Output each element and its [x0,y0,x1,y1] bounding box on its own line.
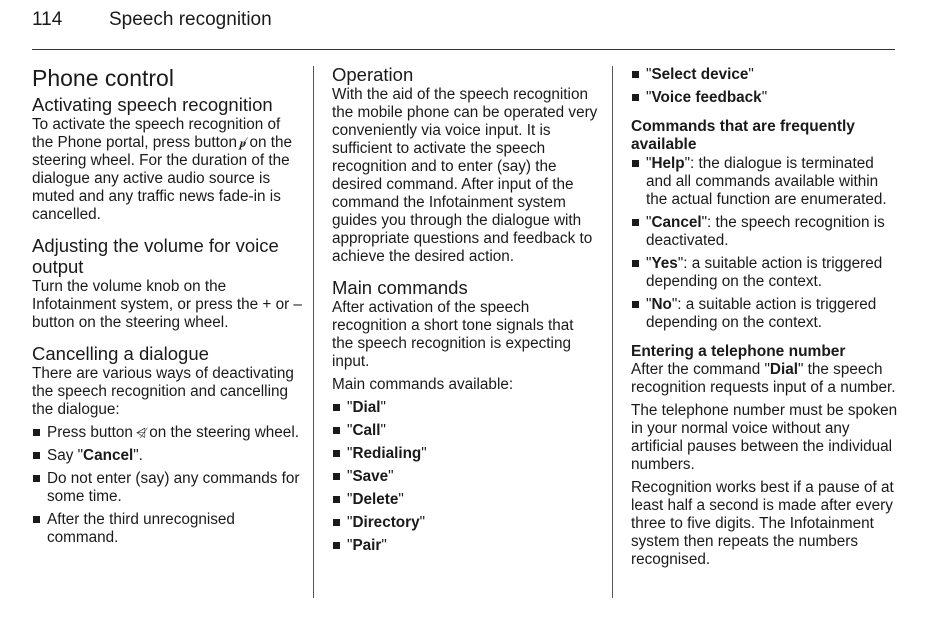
list-item: "Dial" [332,399,598,417]
bullet-square [632,219,639,226]
command-label: Delete [352,491,399,508]
column-divider-1 [313,66,314,598]
frequent-commands-list [631,155,899,332]
list-item-text-b: ". [133,447,143,464]
bullet-square [333,427,340,434]
bullet-square [632,301,639,308]
bullet-square [33,516,40,523]
bullet-square [333,496,340,503]
heading-frequent-commands: Commands that are frequently available [631,118,855,153]
list-item: "Save" [332,468,598,486]
list-item-text: After the third unrecognised command. [47,511,235,546]
main-commands-list [332,399,598,555]
command-yes: Yes [651,255,678,272]
paragraph-activating [32,116,302,224]
list-item: "Redialing" [332,445,598,463]
command-label: Dial [352,399,381,416]
voice-cancel-icon: ⩤̸ [135,425,147,440]
paragraph-dial [631,361,899,397]
bullet-square [333,519,340,526]
bullet-square [333,473,340,480]
list-item: "Help": the dialogue is terminated and all commands available within the actual function are enumerated. [631,155,899,209]
command-dial: Dial [769,361,798,378]
paragraph-activating-part-b: on the steering wheel. For the duration of the dialogue any active audio source is muted and any traffic news fade-in is cancelled. [32,134,292,223]
paragraph-operation: With the aid of the speech recognition the mobile phone can be operated very conveniently via voice input. It is sufficient to activate the speech recognition and to enter (say) the desired command. After input of the command the Infotainment system guides you through the dialogue with appropriate questions and feedback to achieve the desired action. [332,86,598,265]
paragraph-pause: Recognition works best if a pause of at least half a second is made after every three to five digits. The Infotainment system then repeats the numbers recognised. [631,479,894,568]
paragraph-activating-part-a: To activate the speech recognition of the Phone portal, press button [32,116,281,151]
bullet-square [33,429,40,436]
command-label: Select device [651,66,749,83]
list-item-text-a: Say " [47,447,84,464]
command-description: : a suitable action is triggered depending on the context. [646,255,883,290]
header-divider [32,49,895,50]
heading-telephone-number: Entering a telephone number [631,343,846,360]
heading-volume: Adjusting the volume for voice output [32,235,279,277]
paragraph-dial-part-a: After the command " [631,361,770,378]
running-title: Speech recognition [109,9,272,30]
command-no: No [651,296,672,313]
command-label: Voice feedback [651,89,762,106]
column-2 [332,64,598,560]
list-item: "Pair" [332,537,598,555]
paragraph-normal-voice: The telephone number must be spoken in your normal voice without any artificial pauses between the individual numbers. [631,402,898,473]
list-item: "Directory" [332,514,598,532]
command-cancel: Cancel [83,447,134,464]
command-description: : the speech recognition is deactivated. [646,214,885,249]
more-commands-list [631,66,899,107]
command-label: Pair [352,537,382,554]
list-item [32,470,302,506]
bullet-square [333,542,340,549]
list-item: "No": a suitable action is triggered depending on the context. [631,296,899,332]
cancel-methods-list [32,424,302,547]
list-item-text: Do not enter (say) any commands for some time. [47,470,300,505]
heading-main-commands: Main commands [332,277,468,298]
command-label: Redialing [352,445,422,462]
command-label: Call [352,422,381,439]
list-item: "Cancel": the speech recognition is deactivated. [631,214,899,250]
voice-activate-icon: 𝆏̸ [239,135,247,150]
section-title: Phone control [32,65,174,91]
list-item-text-a: Press button [47,424,133,441]
list-item [32,447,302,465]
list-item: "Call" [332,422,598,440]
page-number: 114 [32,9,63,30]
command-help: Help [651,155,685,172]
list-item: "Yes": a suitable action is triggered depending on the context. [631,255,899,291]
list-item [32,511,302,547]
bullet-square [33,475,40,482]
column-1 [32,64,302,552]
command-label: Directory [352,514,420,531]
list-item-text-b: on the steering wheel. [149,424,299,441]
heading-activating: Activating speech recognition [32,94,273,115]
command-label: Save [352,468,389,485]
heading-cancelling: Cancelling a dialogue [32,343,209,364]
bullet-square [632,94,639,101]
command-description: : a suitable action is triggered depending on the context. [646,296,877,331]
column-3 [631,64,899,569]
list-item [32,424,302,442]
command-description: : the dialogue is terminated and all commands available within the actual function are enumerated. [646,155,887,208]
bullet-square [632,71,639,78]
paragraph-volume: Turn the volume knob on the Infotainment system, or press the + or – button on the steering wheel. [32,278,302,331]
bullet-square [333,450,340,457]
list-item: "Select device" [631,66,899,84]
bullet-square [632,260,639,267]
paragraph-available: Main commands available: [332,376,514,393]
heading-operation: Operation [332,64,414,85]
paragraph-cancelling: There are various ways of deactivating the speech recognition and cancelling the dialogue: [32,365,294,418]
paragraph-main-commands: After activation of the speech recognition a short tone signals that the speech recognition is expecting input. [332,299,574,370]
bullet-square [333,404,340,411]
paragraph-dial-part-b: " the speech recognition requests input of a number. [631,361,896,396]
command-cancel: Cancel [651,214,702,231]
bullet-square [33,452,40,459]
list-item: "Voice feedback" [631,89,899,107]
column-divider-2 [612,66,613,598]
list-item: "Delete" [332,491,598,509]
bullet-square [632,160,639,167]
